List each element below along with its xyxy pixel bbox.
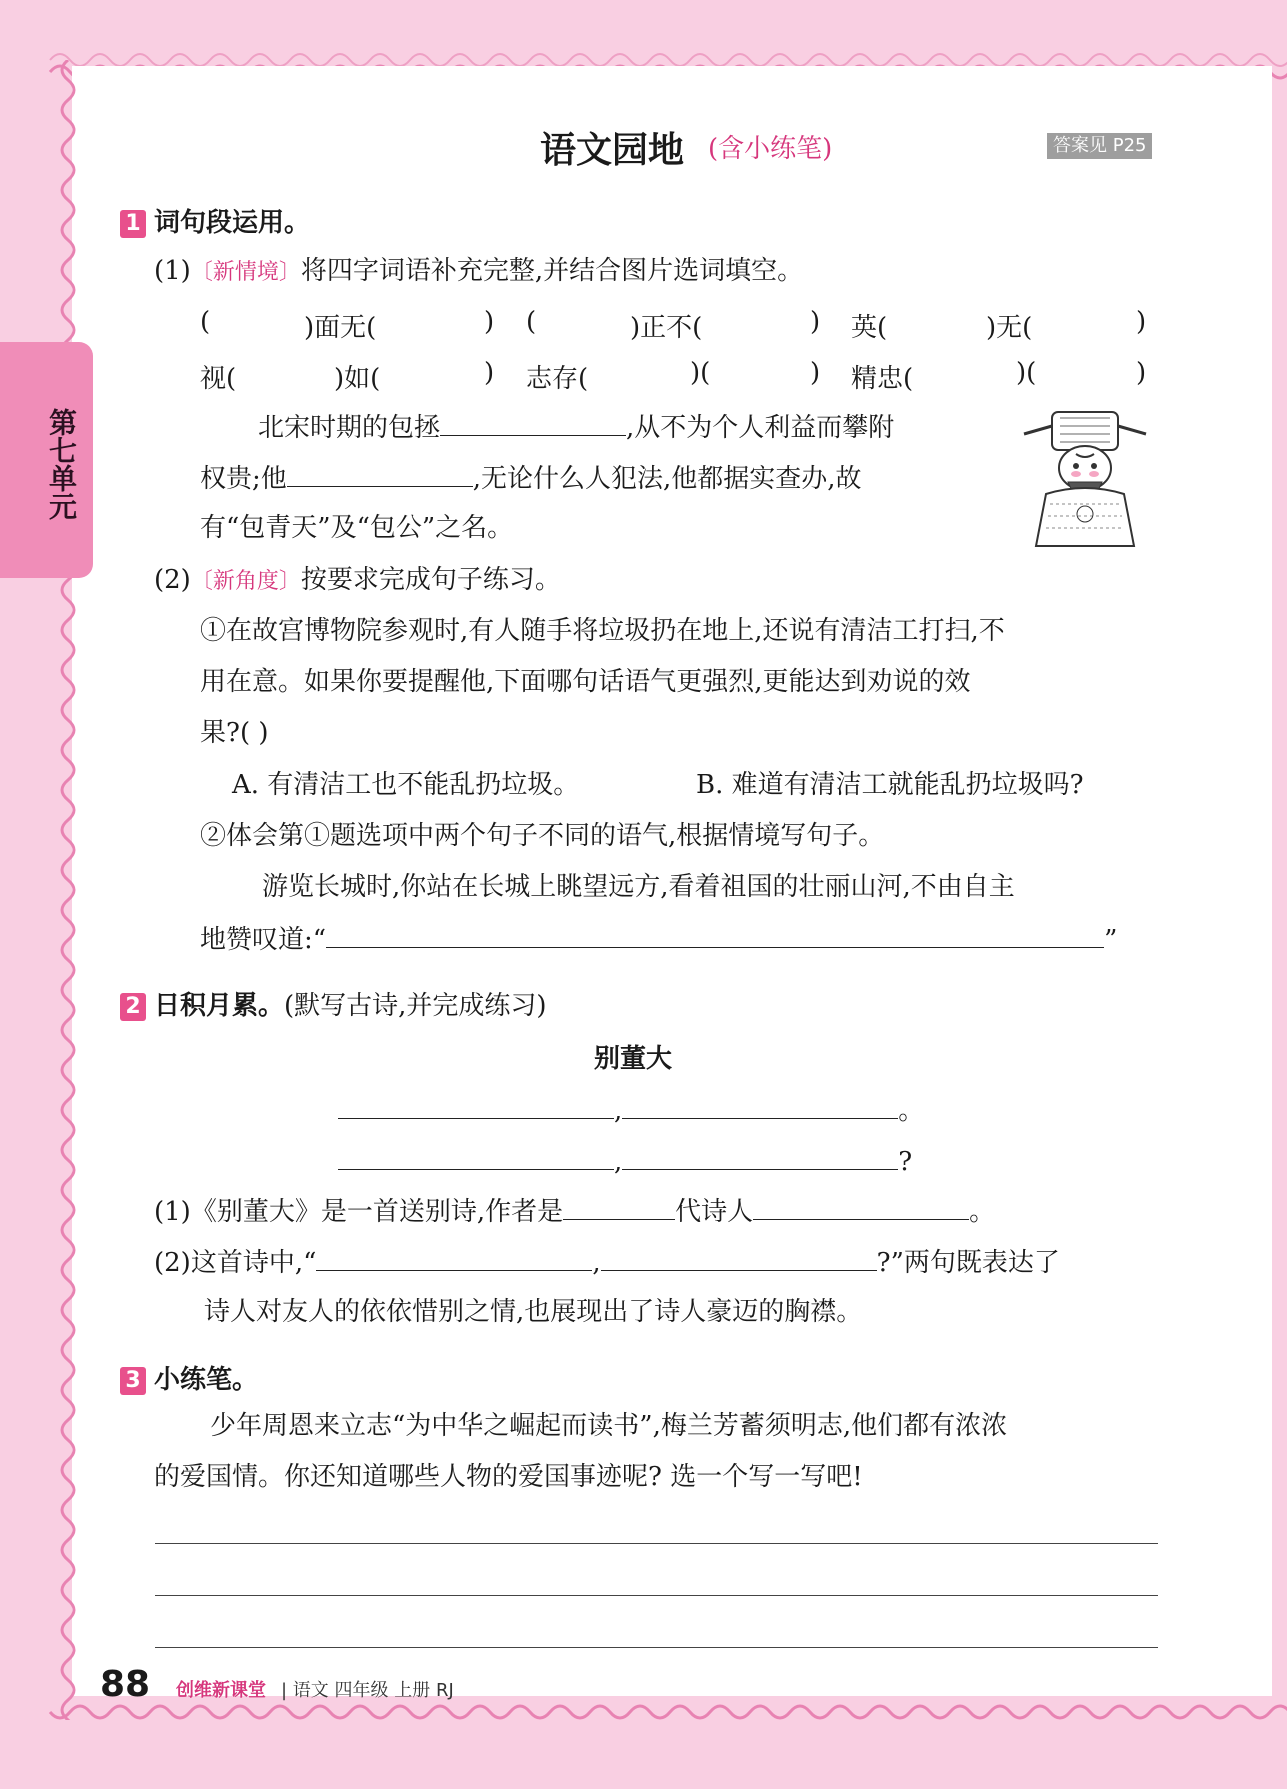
- section-1-heading: [120, 202, 310, 239]
- writing-line[interactable]: [155, 1647, 1158, 1648]
- fill-blank[interactable]: [440, 409, 626, 436]
- new-angle-tag: 〔新角度〕: [190, 569, 301, 594]
- answer-reference-badge: 答案见 P25: [1047, 133, 1152, 159]
- writing-line[interactable]: [155, 1595, 1158, 1596]
- section-2-heading: [120, 985, 547, 1022]
- idiom-part: 志存(: [526, 364, 589, 394]
- page-title: 语文园地: [540, 130, 685, 171]
- fill-blank[interactable]: [326, 921, 1104, 948]
- section-2-heading-note: (默写古诗,并完成练习): [284, 991, 547, 1021]
- text: ,: [592, 1248, 601, 1278]
- text: ”: [1104, 925, 1118, 955]
- unit-side-tab-label: 第七单元: [45, 408, 78, 520]
- idiom-part: )(: [690, 358, 711, 388]
- poem-line-2: [338, 1143, 912, 1179]
- section-2-number-badge: 2: [120, 993, 146, 1021]
- idiom-part: ): [484, 307, 495, 337]
- idiom-part: ): [1136, 358, 1147, 388]
- section-3-number-badge: 3: [120, 1367, 146, 1395]
- paragraph-line-1: [258, 409, 894, 445]
- sub1-line-2: 用在意。如果你要提醒他,下面哪句话语气更强烈,更能达到劝说的效: [200, 667, 971, 697]
- section-3-heading: [120, 1359, 258, 1396]
- footer-book-info: | 语文 四年级 上册 RJ: [281, 1680, 454, 1701]
- writing-line[interactable]: [155, 1543, 1158, 1544]
- question-2-2: [154, 1244, 1060, 1280]
- idiom-part: 精忠(: [851, 364, 914, 394]
- fill-blank[interactable]: [601, 1244, 877, 1271]
- sub2-line-1: 游览长城时,你站在长城上眺望远方,看着祖国的壮丽山河,不由自主: [262, 872, 1015, 902]
- section-1-heading-text: 词句段运用。: [154, 208, 311, 238]
- idiom-part: (: [526, 307, 537, 337]
- fill-blank[interactable]: [622, 1143, 898, 1170]
- fill-blank[interactable]: [753, 1193, 969, 1220]
- question-1-1-text: 将四字词语补充完整,并结合图片选词填空。: [300, 256, 804, 286]
- question-1-2-prefix: (2): [154, 565, 191, 595]
- question-1-2-text: 按要求完成句子练习。: [300, 565, 561, 595]
- new-context-tag: 〔新情境〕: [190, 260, 301, 285]
- idiom-part: (: [200, 307, 211, 337]
- option-b[interactable]: B. 难道有清洁工就能乱扔垃圾吗?: [696, 770, 1084, 800]
- text: ,无论什么人犯法,他都据实查办,故: [472, 464, 862, 494]
- sub2-instruction: ②体会第①题选项中两个句子不同的语气,根据情境写句子。: [200, 821, 885, 851]
- question-2-2-line-2: 诗人对友人的依依惜别之情,也展现出了诗人豪迈的胸襟。: [204, 1297, 863, 1327]
- idiom-part: ): [1136, 307, 1147, 337]
- wavy-border-left: [40, 60, 80, 1720]
- question-1-2: [154, 563, 561, 599]
- unit-side-tab: [0, 342, 93, 578]
- punct: ,: [614, 1096, 623, 1126]
- fill-blank[interactable]: [563, 1193, 675, 1220]
- text: (2)这首诗中,“: [154, 1248, 317, 1278]
- section-3-heading-text: 小练笔。: [154, 1365, 259, 1395]
- text: ?”两句既表达了: [876, 1248, 1060, 1278]
- text: 权贵;他: [200, 464, 287, 494]
- idiom-part: ): [484, 358, 495, 388]
- question-1-1: [154, 254, 803, 290]
- wavy-border-bottom: [0, 1700, 1287, 1740]
- section-3-line-1: 少年周恩来立志“为中华之崛起而读书”,梅兰芳蓄须明志,他们都有浓浓: [210, 1411, 1008, 1441]
- text: ,从不为个人利益而攀附: [626, 413, 895, 443]
- page-subtitle: (含小练笔): [708, 134, 833, 164]
- idiom-part: 视(: [200, 364, 237, 394]
- section-3-line-2: 的爱国情。你还知道哪些人物的爱国事迹呢? 选一个写一写吧!: [154, 1462, 863, 1492]
- section-1-number-badge: 1: [120, 210, 146, 238]
- poem-title: 别董大: [594, 1044, 673, 1074]
- text: (1)《别董大》是一首送别诗,作者是: [154, 1197, 564, 1227]
- poem-line-1: [338, 1092, 924, 1128]
- option-a[interactable]: A. 有清洁工也不能乱扔垃圾。: [232, 770, 580, 800]
- text: 。: [969, 1197, 996, 1227]
- text: 地赞叹道:“: [200, 925, 327, 955]
- punct: ,: [614, 1147, 623, 1177]
- idiom-part: )(: [1016, 358, 1037, 388]
- bao-zheng-illustration: [1020, 404, 1150, 554]
- question-2-1: [154, 1193, 995, 1229]
- page-number: 88: [100, 1664, 151, 1705]
- punct: ?: [898, 1147, 913, 1177]
- text: 北宋时期的包拯: [258, 413, 441, 443]
- section-2-heading-text: 日积月累。: [154, 991, 285, 1021]
- sub2-line-2: [200, 921, 1117, 957]
- fill-blank[interactable]: [338, 1092, 614, 1119]
- fill-blank[interactable]: [287, 460, 473, 487]
- idiom-part: ): [810, 307, 821, 337]
- idiom-part: 英(: [851, 313, 888, 343]
- sub1-line-1: ①在故宫博物院参观时,有人随手将垃圾扔在地上,还说有清洁工打扫,不: [200, 616, 1005, 646]
- footer-brand: 创维新课堂: [176, 1680, 266, 1701]
- sub1-line-3: 果?( ): [200, 718, 269, 748]
- fill-blank[interactable]: [338, 1143, 614, 1170]
- idiom-part: ): [810, 358, 821, 388]
- idiom-part: )正不(: [630, 313, 703, 343]
- punct: 。: [898, 1096, 925, 1126]
- idiom-part: )面无(: [304, 313, 377, 343]
- fill-blank[interactable]: [622, 1092, 898, 1119]
- idiom-part: )无(: [986, 313, 1033, 343]
- paragraph-line-3: 有“包青天”及“包公”之名。: [200, 513, 514, 543]
- idiom-part: )如(: [334, 364, 381, 394]
- paragraph-line-2: [200, 460, 862, 496]
- text: 代诗人: [675, 1197, 754, 1227]
- fill-blank[interactable]: [316, 1244, 592, 1271]
- question-1-1-prefix: (1): [154, 256, 191, 286]
